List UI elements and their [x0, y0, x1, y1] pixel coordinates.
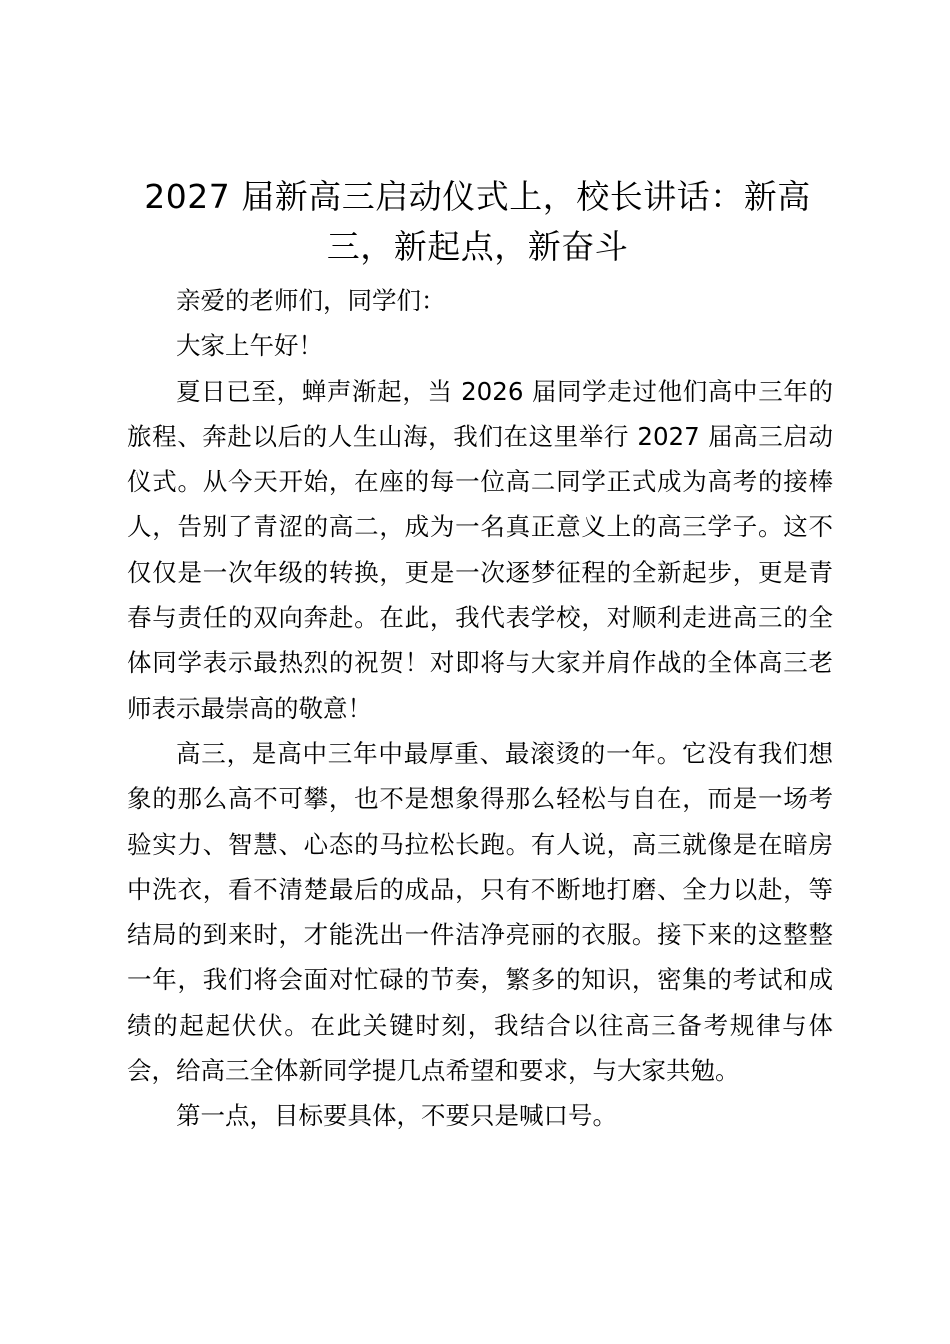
body-paragraph-senior-year: 高三，是高中三年中最厚重、最滚烫的一年。它没有我们想象的那么高不可攀，也不是想象得那么轻松与自在，而是一场考验实力、智慧、心态的马拉松长跑。有人说，高三就像是在暗房中洗衣，看不清楚最后的成品，只有不断地打磨、全力以赴，等结局的到来时，才能洗出一件洁净亮丽的衣服。接下来的这整整一年，我们将会面对忙碌的节奏，繁多的知识，密集的考试和成绩的起起伏伏。在此关键时刻，我结合以往高三备考规律与体会，给高三全体新同学提几点希望和要求，与大家共勉。: [127, 738, 833, 1086]
body-paragraph-point-one: 第一点，目标要具体，不要只是喊口号。: [176, 1101, 617, 1131]
document-body: [127, 278, 833, 1139]
salutation-paragraph: 大家上午好！: [176, 331, 323, 361]
greeting-paragraph: 亲爱的老师们，同学们：: [176, 286, 446, 315]
document-title: 2027 届新高三启动仪式上，校长讲话：新高三，新起点，新奋斗: [144, 177, 811, 266]
body-paragraph-opening: 夏日已至，蝉声渐起，当 2026 届同学走过他们高中三年的旅程、奔赴以后的人生山海，我们在这里举行 2027 届高三启动仪式。从今天开始，在座的每一位高二同学正式成为高考的接棒人，告别了青涩的高二，成为一名真正意义上的高三学子。这不仅仅是一次年级的转换，更是一次逐梦征程的全新起步，更是青春与责任的双向奔赴。在此，我代表学校，对顺利走进高三的全体同学表示最热烈的祝贺！对即将与大家并肩作战的全体高三老师表示最崇高的敬意！: [127, 376, 833, 723]
